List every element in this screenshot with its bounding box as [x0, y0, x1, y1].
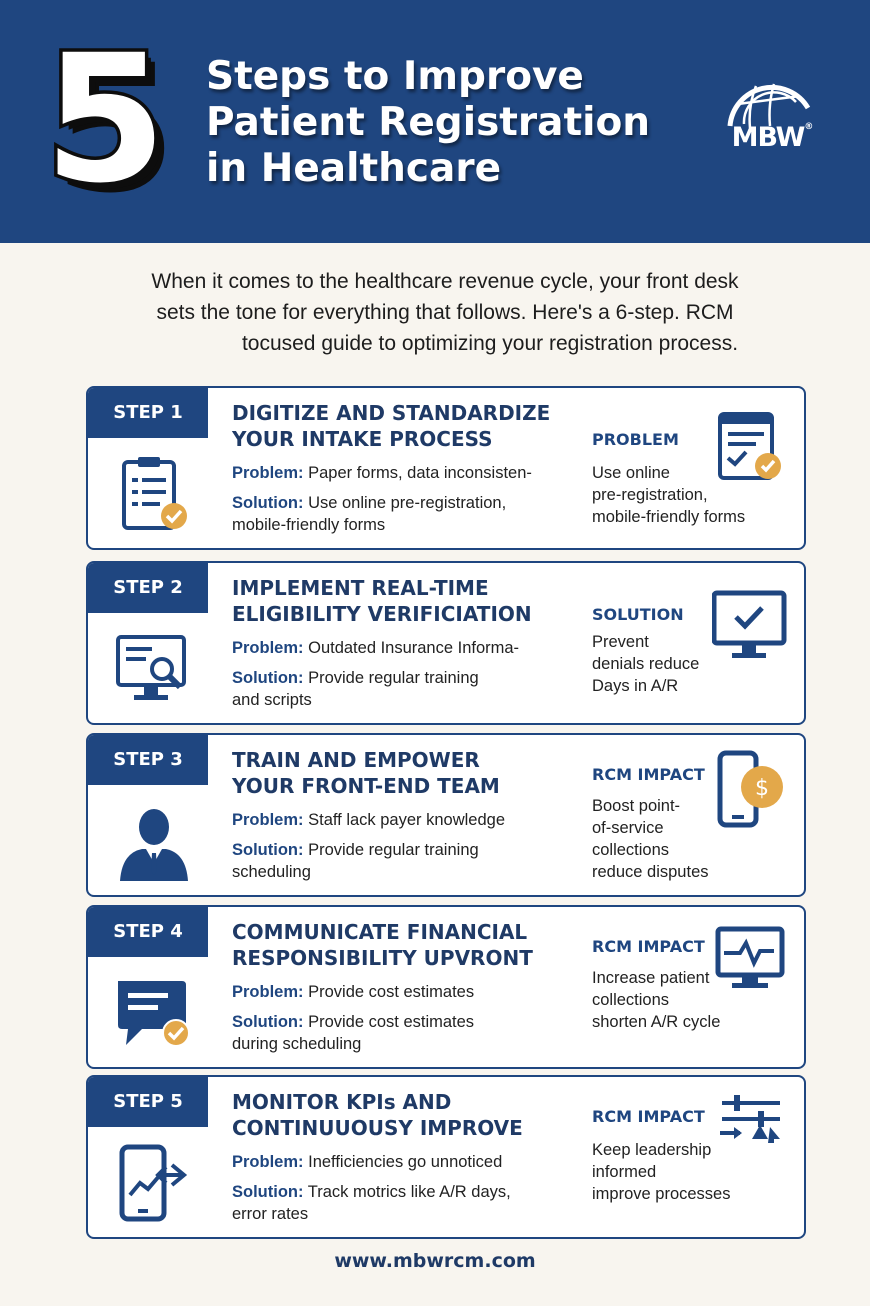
solution-label: Solution: [232, 494, 304, 512]
side-line-1: Use online [592, 464, 670, 482]
website-link[interactable]: www.mbwrcm.com [334, 1250, 536, 1272]
step-title-line-1: MONITOR KPIs AND [232, 1090, 452, 1114]
step-card-3 [86, 733, 806, 897]
mbw-logo [716, 78, 828, 160]
solution-text-2: during scheduling [232, 1035, 362, 1053]
title-line-2: Patient Registration [206, 100, 651, 145]
step-label: STEP 4 [88, 907, 208, 957]
side-line-2: denials reduce [592, 655, 700, 673]
side-line-3: mobile-friendly forms [592, 508, 746, 526]
tablet-trend-icon [112, 1143, 196, 1227]
monitor-search-icon [112, 629, 196, 713]
problem-line [232, 1151, 572, 1173]
intro-paragraph [100, 266, 790, 359]
problem-line [232, 809, 572, 831]
sliders-arrows-icon [712, 1089, 788, 1171]
title-line-1: Steps to Improve [206, 54, 584, 99]
step-card-2 [86, 561, 806, 725]
solution-line [232, 667, 572, 711]
step-title [232, 747, 572, 799]
solution-label: Solution: [232, 669, 304, 687]
solution-text-2: error rates [232, 1205, 309, 1223]
side-line-2: collections [592, 991, 670, 1009]
problem-text: Paper forms, data inconsisten- [308, 464, 532, 482]
solution-label: Solution: [232, 1013, 304, 1031]
problem-line [232, 462, 572, 484]
page-title [206, 54, 706, 192]
solution-text-1: Use online pre-registration, [308, 494, 507, 512]
problem-text: Provide cost estimates [308, 983, 475, 1001]
svg-text:$: $ [755, 776, 769, 801]
problem-label: Problem: [232, 639, 304, 657]
solution-text-2: scheduling [232, 863, 311, 881]
step-title-line-1: TRAIN AND EMPOWER [232, 748, 480, 772]
step-count-number: 5 [44, 17, 167, 222]
intro-line-2: sets the tone for everything that follows. Here's a 6-step. RCM [156, 301, 734, 324]
problem-label: Problem: [232, 1153, 304, 1171]
side-label: RCM IMPACT [592, 765, 705, 784]
registered-mark: ® [804, 122, 813, 132]
side-line-3: improve processes [592, 1185, 731, 1203]
step-label: STEP 5 [88, 1077, 208, 1127]
solution-text-2: and scripts [232, 691, 312, 709]
problem-label: Problem: [232, 811, 304, 829]
intro-line-3: tocused guide to optimizing your registration process. [241, 332, 739, 355]
problem-text: Inefficiencies go unnoticed [308, 1153, 503, 1171]
step-label: STEP 2 [88, 563, 208, 613]
step-card-4 [86, 905, 806, 1069]
step-card-5 [86, 1075, 806, 1239]
step-title-line-1: COMMUNICATE FINANCIAL [232, 920, 528, 944]
solution-text-1: Provide regular training [308, 669, 479, 687]
step-title [232, 400, 572, 452]
step-title [232, 1089, 572, 1141]
side-line-1: Boost point- [592, 797, 681, 815]
side-line-2: of-service [592, 819, 664, 837]
monitor-check-icon [712, 583, 788, 665]
step-label: STEP 3 [88, 735, 208, 785]
solution-label: Solution: [232, 841, 304, 859]
solution-line [232, 492, 572, 536]
side-line-3: collections [592, 841, 670, 859]
solution-text-1: Track motrics like A/R days, [307, 1183, 511, 1201]
solution-line [232, 839, 572, 883]
side-line-4: reduce disputes [592, 863, 709, 881]
header-banner [0, 0, 870, 243]
solution-line [232, 1011, 572, 1055]
side-line-1: Prevent [592, 633, 649, 651]
side-label: RCM IMPACT [592, 937, 705, 956]
document-check-icon [712, 408, 788, 490]
phone-dollar-icon [712, 749, 788, 831]
step-title-line-2: CONTINUUOUSY IMPROVE [232, 1116, 523, 1140]
side-label: RCM IMPACT [592, 1107, 705, 1126]
chat-check-icon [112, 973, 196, 1057]
solution-text-1: Provide cost estimates [308, 1013, 475, 1031]
side-line-1: Keep leadership [592, 1141, 712, 1159]
step-title-line-2: ELIGIBILITY VERIFICIATION [232, 602, 532, 626]
side-line-1: Increase patient [592, 969, 710, 987]
problem-line [232, 637, 572, 659]
solution-text-1: Provide regular training [308, 841, 479, 859]
problem-label: Problem: [232, 983, 304, 1001]
title-line-3: in Healthcare [206, 146, 502, 191]
step-title [232, 575, 572, 627]
step-card-1 [86, 386, 806, 550]
step-title-line-2: YOUR INTAKE PROCESS [232, 427, 493, 451]
side-line-3: Days in A/R [592, 677, 679, 695]
intro-line-1: When it comes to the healthcare revenue cycle, your front desk [151, 270, 739, 293]
side-label: PROBLEM [592, 430, 679, 449]
problem-label: Problem: [232, 464, 304, 482]
monitor-pulse-icon [712, 921, 788, 1003]
side-line-3: shorten A/R cycle [592, 1013, 721, 1031]
step-title [232, 919, 572, 971]
problem-line [232, 981, 572, 1003]
problem-text: Outdated Insurance Informa- [308, 639, 520, 657]
side-line-2: informed [592, 1163, 657, 1181]
step-title-line-2: YOUR FRONT-END TEAM [232, 774, 500, 798]
clipboard-check-icon [112, 454, 196, 538]
step-title-line-1: DIGITIZE AND STANDARDIZE [232, 401, 551, 425]
step-title-line-2: RESPONSIBILITY UPVRONT [232, 946, 533, 970]
logo-text: MBW [731, 122, 805, 153]
staff-person-icon [112, 801, 196, 885]
side-line-2: pre-registration, [592, 486, 708, 504]
solution-label: Solution: [232, 1183, 304, 1201]
solution-line [232, 1181, 572, 1225]
side-label: SOLUTION [592, 605, 684, 624]
step-label: STEP 1 [88, 388, 208, 438]
solution-text-2: mobile-friendly forms [232, 516, 386, 534]
step-title-line-1: IMPLEMENT REAL-TIME [232, 576, 489, 600]
problem-text: Staff lack payer knowledge [308, 811, 506, 829]
